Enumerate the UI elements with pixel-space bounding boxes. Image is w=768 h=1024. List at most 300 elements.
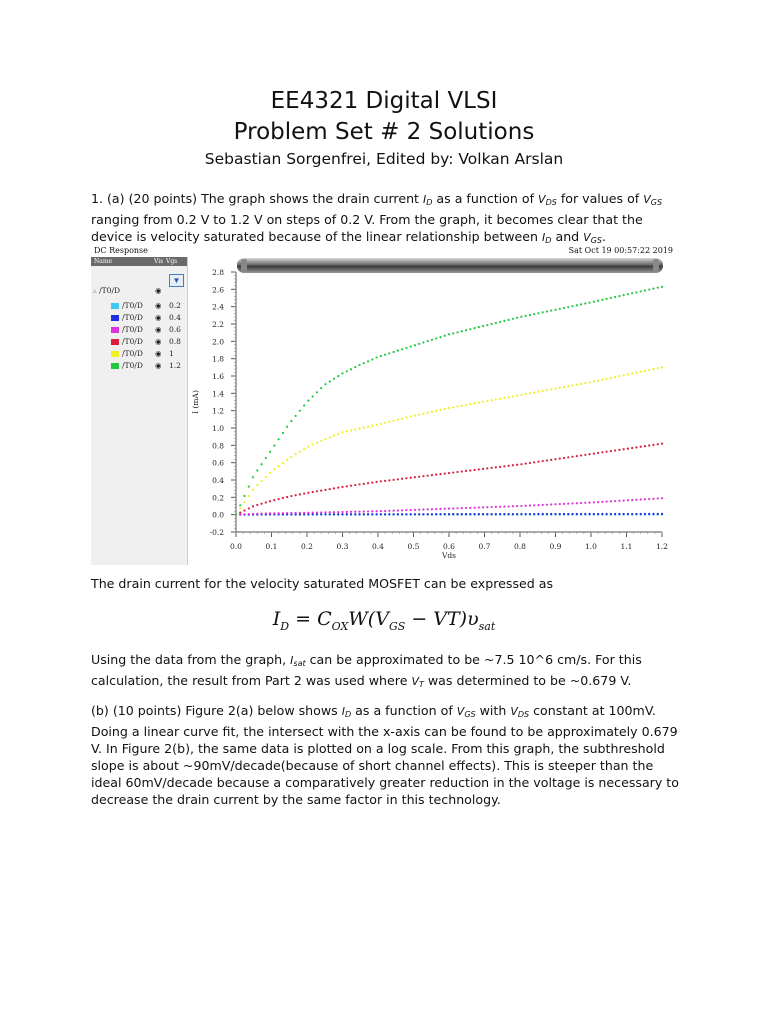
data-point <box>384 513 386 515</box>
data-point <box>478 513 480 515</box>
data-point <box>652 513 654 515</box>
data-point <box>367 510 369 512</box>
data-point <box>482 506 484 508</box>
eye-icon[interactable]: ◉ <box>155 337 162 346</box>
data-point <box>248 485 250 487</box>
sub-t: T <box>418 680 424 689</box>
x-tick-label: 0.3 <box>336 542 349 551</box>
y-axis-label: I (mA) <box>191 390 200 414</box>
data-point <box>401 418 403 420</box>
data-point <box>537 513 539 515</box>
text-fragment: 1. (a) (20 points) The graph shows the drain current <box>91 191 423 206</box>
data-point <box>567 513 569 515</box>
data-point <box>601 299 603 301</box>
p4-line-4: slope is about ~90mV/decade(because of short channel effects). This is steeper than the <box>91 758 654 773</box>
data-point <box>533 513 535 515</box>
signal-vgs-value: 1 <box>169 349 174 358</box>
data-point <box>418 513 420 515</box>
data-point <box>571 502 573 504</box>
x-tick-label: 0.0 <box>230 542 242 551</box>
data-point <box>448 508 450 510</box>
data-point <box>363 483 365 485</box>
text-fragment: . <box>601 229 606 244</box>
data-point <box>282 497 284 499</box>
data-point <box>576 513 578 515</box>
data-point <box>324 513 326 515</box>
data-point <box>384 354 386 356</box>
panel-title: DC Response <box>94 246 148 255</box>
data-point <box>503 397 505 399</box>
data-point <box>516 513 518 515</box>
data-point <box>286 459 288 461</box>
x-tick-label: 0.9 <box>549 542 562 551</box>
data-point <box>576 304 578 306</box>
data-point <box>448 407 450 409</box>
data-point <box>512 395 514 397</box>
data-point <box>648 444 650 446</box>
eye-icon[interactable]: ◉ <box>155 301 162 310</box>
data-point <box>516 505 518 507</box>
document-subtitle: Problem Set # 2 Solutions <box>233 119 535 145</box>
data-point <box>571 456 573 458</box>
sym-i: I <box>542 231 546 244</box>
data-point <box>273 512 275 514</box>
data-point <box>456 507 458 509</box>
data-point <box>525 462 527 464</box>
drain-current-formula <box>0 608 768 633</box>
data-point <box>584 513 586 515</box>
data-point <box>516 464 518 466</box>
data-point <box>320 511 322 513</box>
x-tick-label: 0.8 <box>514 542 526 551</box>
data-point <box>520 394 522 396</box>
data-point <box>282 432 284 434</box>
y-tick-label: 2.0 <box>212 337 224 347</box>
data-point <box>546 310 548 312</box>
data-point <box>627 293 629 295</box>
data-point <box>286 512 288 514</box>
data-point <box>584 382 586 384</box>
data-point <box>495 466 497 468</box>
sym-i: I <box>423 193 427 206</box>
data-point <box>375 356 377 358</box>
data-point <box>290 420 292 422</box>
data-point <box>465 329 467 331</box>
data-point <box>456 331 458 333</box>
sym-v: V <box>510 705 518 718</box>
data-point <box>350 368 352 370</box>
data-point <box>491 399 493 401</box>
data-point <box>503 320 505 322</box>
data-point <box>495 506 497 508</box>
p3-line-1 <box>91 651 681 672</box>
data-point <box>473 469 475 471</box>
y-tick-label: 0.6 <box>212 458 224 468</box>
eye-icon[interactable]: ◉ <box>155 325 162 334</box>
text-fragment: device is velocity saturated because of the linear relationship between <box>91 229 543 244</box>
data-point <box>265 501 267 503</box>
data-point <box>439 513 441 515</box>
data-point <box>661 513 663 515</box>
data-point <box>623 513 625 515</box>
data-point <box>482 401 484 403</box>
data-point <box>427 475 429 477</box>
data-point <box>341 372 343 374</box>
document-title: EE4321 Digital VLSI <box>270 88 498 114</box>
data-point <box>482 325 484 327</box>
data-point <box>405 513 407 515</box>
text-fragment: as a function of <box>432 191 539 206</box>
text-fragment: Using the data from the graph, <box>91 652 291 667</box>
data-point <box>278 512 280 514</box>
data-point <box>427 508 429 510</box>
folder-icon: ▵ <box>93 286 97 295</box>
data-point <box>640 371 642 373</box>
data-point <box>303 404 305 406</box>
data-point <box>299 450 301 452</box>
data-point <box>495 513 497 515</box>
data-point <box>303 492 305 494</box>
data-point <box>593 301 595 303</box>
data-point <box>239 511 241 513</box>
data-point <box>388 479 390 481</box>
data-point <box>410 477 412 479</box>
data-point <box>422 341 424 343</box>
data-point <box>410 415 412 417</box>
data-point <box>661 286 663 288</box>
f-minus: − VT)υ <box>405 608 479 630</box>
data-point <box>307 492 309 494</box>
data-point <box>367 482 369 484</box>
data-point <box>316 442 318 444</box>
sym-i: I <box>341 705 345 718</box>
y-tick-label: 2.4 <box>212 302 224 312</box>
data-point <box>525 315 527 317</box>
data-point <box>631 499 633 501</box>
x-tick-label: 0.6 <box>443 542 455 551</box>
data-point <box>278 438 280 440</box>
data-point <box>427 412 429 414</box>
data-point <box>478 326 480 328</box>
data-point <box>563 386 565 388</box>
data-point <box>542 390 544 392</box>
data-point <box>465 404 467 406</box>
data-point <box>316 490 318 492</box>
data-point <box>363 510 365 512</box>
data-point <box>282 462 284 464</box>
data-point <box>320 440 322 442</box>
data-point <box>414 513 416 515</box>
data-point <box>503 505 505 507</box>
data-point <box>265 512 267 514</box>
sym-v: V <box>583 231 591 244</box>
data-point <box>648 513 650 515</box>
data-point <box>375 424 377 426</box>
data-point <box>346 513 348 515</box>
data-point <box>652 498 654 500</box>
data-point <box>635 446 637 448</box>
data-point <box>273 499 275 501</box>
data-point <box>329 511 331 513</box>
sub-ds: DS <box>545 198 557 207</box>
data-point <box>563 513 565 515</box>
data-point <box>542 504 544 506</box>
sub-gs: GS <box>650 198 663 207</box>
data-point <box>499 321 501 323</box>
data-point <box>601 513 603 515</box>
data-point <box>520 513 522 515</box>
data-point <box>554 309 556 311</box>
data-point <box>248 513 250 515</box>
data-point <box>567 456 569 458</box>
data-point <box>576 384 578 386</box>
data-point <box>644 498 646 500</box>
data-point <box>444 335 446 337</box>
data-point <box>537 312 539 314</box>
data-point <box>486 324 488 326</box>
data-point <box>405 347 407 349</box>
data-point <box>601 379 603 381</box>
data-point <box>640 290 642 292</box>
data-point <box>661 366 663 368</box>
data-point <box>618 375 620 377</box>
data-point <box>363 362 365 364</box>
data-point <box>563 457 565 459</box>
eye-icon[interactable]: ◉ <box>155 286 162 295</box>
data-point <box>559 308 561 310</box>
sym <box>583 231 602 244</box>
data-point <box>580 454 582 456</box>
data-point <box>435 410 437 412</box>
x-tick-label: 1.0 <box>585 542 597 551</box>
data-point <box>610 377 612 379</box>
data-point <box>414 476 416 478</box>
y-tick-label: 1.8 <box>212 354 224 364</box>
data-point <box>520 505 522 507</box>
data-point <box>290 456 292 458</box>
data-point <box>337 487 339 489</box>
sym <box>457 705 476 718</box>
data-point <box>529 462 531 464</box>
data-point <box>499 466 501 468</box>
data-point <box>418 509 420 511</box>
data-point <box>278 498 280 500</box>
data-point <box>410 509 412 511</box>
data-point <box>584 302 586 304</box>
y-tick-label: 2.2 <box>212 320 224 329</box>
data-point <box>559 513 561 515</box>
data-point <box>537 391 539 393</box>
sym <box>342 705 351 718</box>
sym <box>538 193 557 206</box>
eye-icon[interactable]: ◉ <box>155 313 162 322</box>
data-point <box>635 499 637 501</box>
data-point <box>329 513 331 515</box>
data-point <box>606 451 608 453</box>
data-point <box>295 494 297 496</box>
data-point <box>405 509 407 511</box>
data-point <box>606 298 608 300</box>
data-point <box>354 484 356 486</box>
data-point <box>282 512 284 514</box>
data-point <box>312 491 314 493</box>
eye-icon[interactable]: ◉ <box>155 361 162 370</box>
data-point <box>273 444 275 446</box>
data-point <box>610 450 612 452</box>
data-point <box>469 513 471 515</box>
data-point <box>418 414 420 416</box>
data-point <box>358 364 360 366</box>
data-point <box>393 420 395 422</box>
col-vis: Vis <box>154 258 164 265</box>
data-point <box>448 472 450 474</box>
data-point <box>644 370 646 372</box>
data-point <box>456 513 458 515</box>
data-point <box>286 426 288 428</box>
data-point <box>248 507 250 509</box>
p1-line-2: ranging from 0.2 V to 1.2 V on steps of 0.2 V. From the graph, it becomes clear that the <box>91 212 643 227</box>
data-point <box>644 445 646 447</box>
data-point <box>307 512 309 514</box>
data-point <box>341 431 343 433</box>
data-point <box>380 355 382 357</box>
signal-name: /T0/D <box>122 349 143 358</box>
data-point <box>252 489 254 491</box>
data-point <box>529 504 531 506</box>
data-point <box>588 513 590 515</box>
eye-icon[interactable]: ◉ <box>155 349 162 358</box>
data-point <box>461 507 463 509</box>
data-point <box>614 449 616 451</box>
data-point <box>588 381 590 383</box>
data-point <box>533 313 535 315</box>
p4-line-6: decrease the drain current by the same factor in this technology. <box>91 792 501 807</box>
data-point <box>358 427 360 429</box>
data-point <box>473 327 475 329</box>
data-point <box>512 505 514 507</box>
data-point <box>324 489 326 491</box>
data-point <box>567 385 569 387</box>
data-point <box>431 474 433 476</box>
data-point <box>431 508 433 510</box>
data-point <box>337 511 339 513</box>
data-point <box>452 513 454 515</box>
data-point <box>337 513 339 515</box>
data-point <box>597 300 599 302</box>
data-point <box>444 472 446 474</box>
f-gs: GS <box>388 619 406 633</box>
x-tick-label: 0.5 <box>407 542 420 551</box>
data-point <box>243 495 245 497</box>
data-point <box>439 473 441 475</box>
data-point <box>482 513 484 515</box>
data-point <box>431 339 433 341</box>
data-point <box>269 472 271 474</box>
data-point <box>422 513 424 515</box>
data-point <box>393 513 395 515</box>
p3-text <box>91 651 681 693</box>
data-point <box>627 499 629 501</box>
data-point <box>435 508 437 510</box>
data-point <box>644 289 646 291</box>
data-point <box>461 330 463 332</box>
data-point <box>448 513 450 515</box>
sub-d: D <box>426 198 433 207</box>
data-point <box>571 513 573 515</box>
data-point <box>610 500 612 502</box>
data-point <box>508 465 510 467</box>
data-point <box>243 509 245 511</box>
x-tick-label: 1.1 <box>620 542 633 551</box>
y-tick-label: -0.2 <box>209 528 224 537</box>
data-point <box>418 476 420 478</box>
data-point <box>473 402 475 404</box>
data-point <box>473 513 475 515</box>
funnel-icon[interactable]: ▼ <box>169 274 184 287</box>
signal-vgs-value: 0.6 <box>169 325 181 334</box>
data-point <box>312 395 314 397</box>
data-point <box>473 507 475 509</box>
data-point <box>597 452 599 454</box>
data-point <box>546 389 548 391</box>
data-point <box>439 409 441 411</box>
data-point <box>550 503 552 505</box>
data-point <box>401 348 403 350</box>
data-point <box>495 398 497 400</box>
data-point <box>320 489 322 491</box>
y-tick-label: 0.4 <box>212 476 224 485</box>
data-point <box>452 406 454 408</box>
data-point <box>333 435 335 437</box>
data-point <box>491 513 493 515</box>
data-point <box>469 403 471 405</box>
data-point <box>299 410 301 412</box>
data-point <box>303 512 305 514</box>
sub-gs: GS <box>590 236 602 245</box>
data-point <box>469 469 471 471</box>
x-tick-label: 0.7 <box>478 542 491 551</box>
data-point <box>388 352 390 354</box>
data-point <box>354 366 356 368</box>
data-point <box>606 378 608 380</box>
data-point <box>260 503 262 505</box>
dc-response-plot <box>91 245 681 565</box>
data-point <box>571 384 573 386</box>
data-point <box>520 316 522 318</box>
data-point <box>648 369 650 371</box>
data-point <box>657 513 659 515</box>
data-point <box>448 333 450 335</box>
data-point <box>593 513 595 515</box>
data-point <box>405 477 407 479</box>
data-point <box>393 510 395 512</box>
data-point <box>269 500 271 502</box>
data-point <box>397 509 399 511</box>
data-point <box>661 497 663 499</box>
y-tick-label: 1.2 <box>212 406 224 416</box>
data-point <box>529 314 531 316</box>
data-point <box>316 391 318 393</box>
data-point <box>260 513 262 515</box>
data-point <box>601 451 603 453</box>
data-point <box>346 511 348 513</box>
data-point <box>516 317 518 319</box>
sub-d: D <box>345 710 352 719</box>
data-point <box>525 393 527 395</box>
y-tick-label: 2.8 <box>212 268 224 277</box>
data-point <box>584 454 586 456</box>
data-point <box>456 405 458 407</box>
